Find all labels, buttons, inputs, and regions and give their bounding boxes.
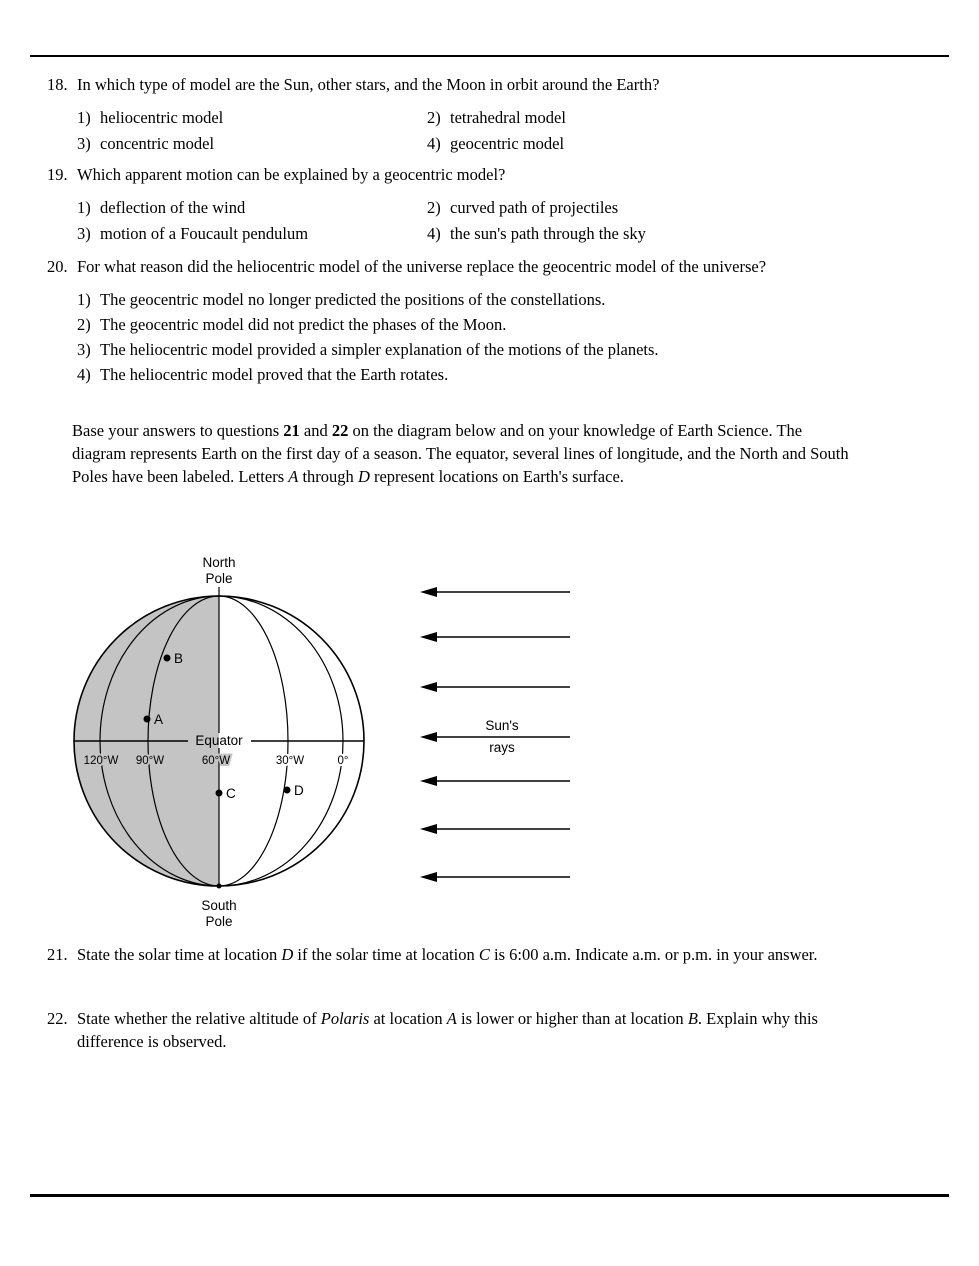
point-B-dot <box>164 655 171 662</box>
option-number: 4) <box>427 134 441 153</box>
q20-options <box>77 289 939 386</box>
question-text: In which type of model are the Sun, other stars, and the Moon in orbit around the Earth? <box>77 75 660 94</box>
option-text: the sun's path through the sky <box>450 224 646 243</box>
q18-options <box>77 107 939 155</box>
option-number: 1) <box>77 198 91 217</box>
question-21 <box>47 943 939 966</box>
option-number: 1) <box>77 290 91 309</box>
option <box>77 314 939 336</box>
suns-rays-label-line2: rays <box>489 740 515 755</box>
question-number: 19. <box>47 165 68 184</box>
point-C-dot <box>216 790 223 797</box>
q19-options <box>77 197 939 245</box>
point-A-dot <box>144 716 151 723</box>
sun-ray-arrow <box>420 682 570 692</box>
option-number: 3) <box>77 224 91 243</box>
south-pole-line1: South <box>201 898 237 913</box>
point-D-label: D <box>294 783 304 798</box>
option-text: The geocentric model did not predict the phases of the Moon. <box>100 315 507 334</box>
option-number: 2) <box>427 198 441 217</box>
question-19 <box>47 163 939 245</box>
option-number: 3) <box>77 340 91 359</box>
option-text: The heliocentric model proved that the Earth rotates. <box>100 365 449 384</box>
point-A-label: A <box>154 712 164 727</box>
option-text: The geocentric model no longer predicted the positions of the constellations. <box>100 290 606 309</box>
point-B-label: B <box>174 651 184 666</box>
question-number: 21. <box>47 945 68 964</box>
equator-label: Equator <box>195 733 243 748</box>
option-number: 2) <box>77 315 91 334</box>
longitude-label-0: 0° <box>337 755 349 767</box>
earth-diagram <box>0 545 620 945</box>
option <box>77 289 939 311</box>
south-pole-line2: Pole <box>205 914 233 929</box>
sun-ray-arrow <box>420 587 570 597</box>
option <box>77 223 427 245</box>
question-body <box>77 163 939 245</box>
question-text: For what reason did the heliocentric model of the universe replace the geocentric model of the universe? <box>77 257 767 276</box>
option <box>77 107 427 129</box>
option <box>77 197 427 219</box>
question-20 <box>47 255 939 386</box>
longitude-label-30w: 30°W <box>275 755 305 767</box>
north-pole-label <box>202 555 235 596</box>
question-number: 22. <box>47 1009 68 1028</box>
point-D <box>284 783 305 798</box>
question-number: 18. <box>47 75 68 94</box>
question-body <box>77 943 939 966</box>
option-text: concentric model <box>100 134 215 153</box>
longitude-label-60w: 60°W <box>201 755 231 767</box>
sun-rays <box>420 587 570 882</box>
sun-ray-arrow <box>420 632 570 642</box>
option <box>77 364 939 386</box>
option-number: 2) <box>427 108 441 127</box>
option-number: 1) <box>77 108 91 127</box>
option-text: geocentric model <box>450 134 565 153</box>
option <box>427 223 646 245</box>
option-number: 3) <box>77 134 91 153</box>
option <box>427 197 646 219</box>
passage-text: Base your answers to questions 21 and 22 on the diagram below and on your knowledge of Earth Science. The diagram represents Earth on the first day of a season. The equator, several lines of longitude, and the North and South Poles have been labeled. Letters A through D represent locations on Earth's surface. <box>72 421 849 486</box>
question-text: Which apparent motion can be explained by a geocentric model? <box>77 165 506 184</box>
point-D-dot <box>284 787 291 794</box>
option <box>427 133 566 155</box>
longitude-label-120w: 120°W <box>83 755 119 767</box>
north-pole-line1: North <box>202 555 236 570</box>
question-22 <box>47 1007 939 1053</box>
option-number: 4) <box>77 365 91 384</box>
question-number: 20. <box>47 257 68 276</box>
question-text: State the solar time at location D if the solar time at location C is 6:00 a.m. Indicate a.m. or p.m. in your answer. <box>77 945 818 964</box>
option-text: motion of a Foucault pendulum <box>100 224 309 243</box>
north-pole-line2: Pole <box>205 571 233 586</box>
longitude-label-90w: 90°W <box>135 755 165 767</box>
option-text: tetrahedral model <box>450 108 566 127</box>
question-body <box>77 73 939 155</box>
option-text: curved path of projectiles <box>450 198 619 217</box>
option-text: The heliocentric model provided a simpler explanation of the motions of the planets. <box>100 340 659 359</box>
option <box>77 133 427 155</box>
bottom-rule <box>30 1194 949 1197</box>
point-C-label: C <box>226 786 236 801</box>
option-text: heliocentric model <box>100 108 224 127</box>
suns-rays-label-line1: Sun's <box>485 718 519 733</box>
option <box>427 107 566 129</box>
question-18 <box>47 73 939 155</box>
question-text: State whether the relative altitude of Polaris at location A is lower or higher than at location B. Explain why this difference is observed. <box>77 1009 818 1051</box>
south-pole-label <box>201 884 236 930</box>
question-body <box>77 1007 939 1053</box>
question-body <box>77 255 939 386</box>
top-rule <box>30 55 949 57</box>
earth-diagram-container <box>0 545 620 945</box>
sun-ray-arrow <box>420 824 570 834</box>
option <box>77 339 939 361</box>
sun-ray-arrow <box>420 872 570 882</box>
option-text: deflection of the wind <box>100 198 246 217</box>
sun-ray-arrow <box>420 776 570 786</box>
passage <box>72 419 854 488</box>
south-pole-dot <box>217 884 222 889</box>
option-number: 4) <box>427 224 441 243</box>
